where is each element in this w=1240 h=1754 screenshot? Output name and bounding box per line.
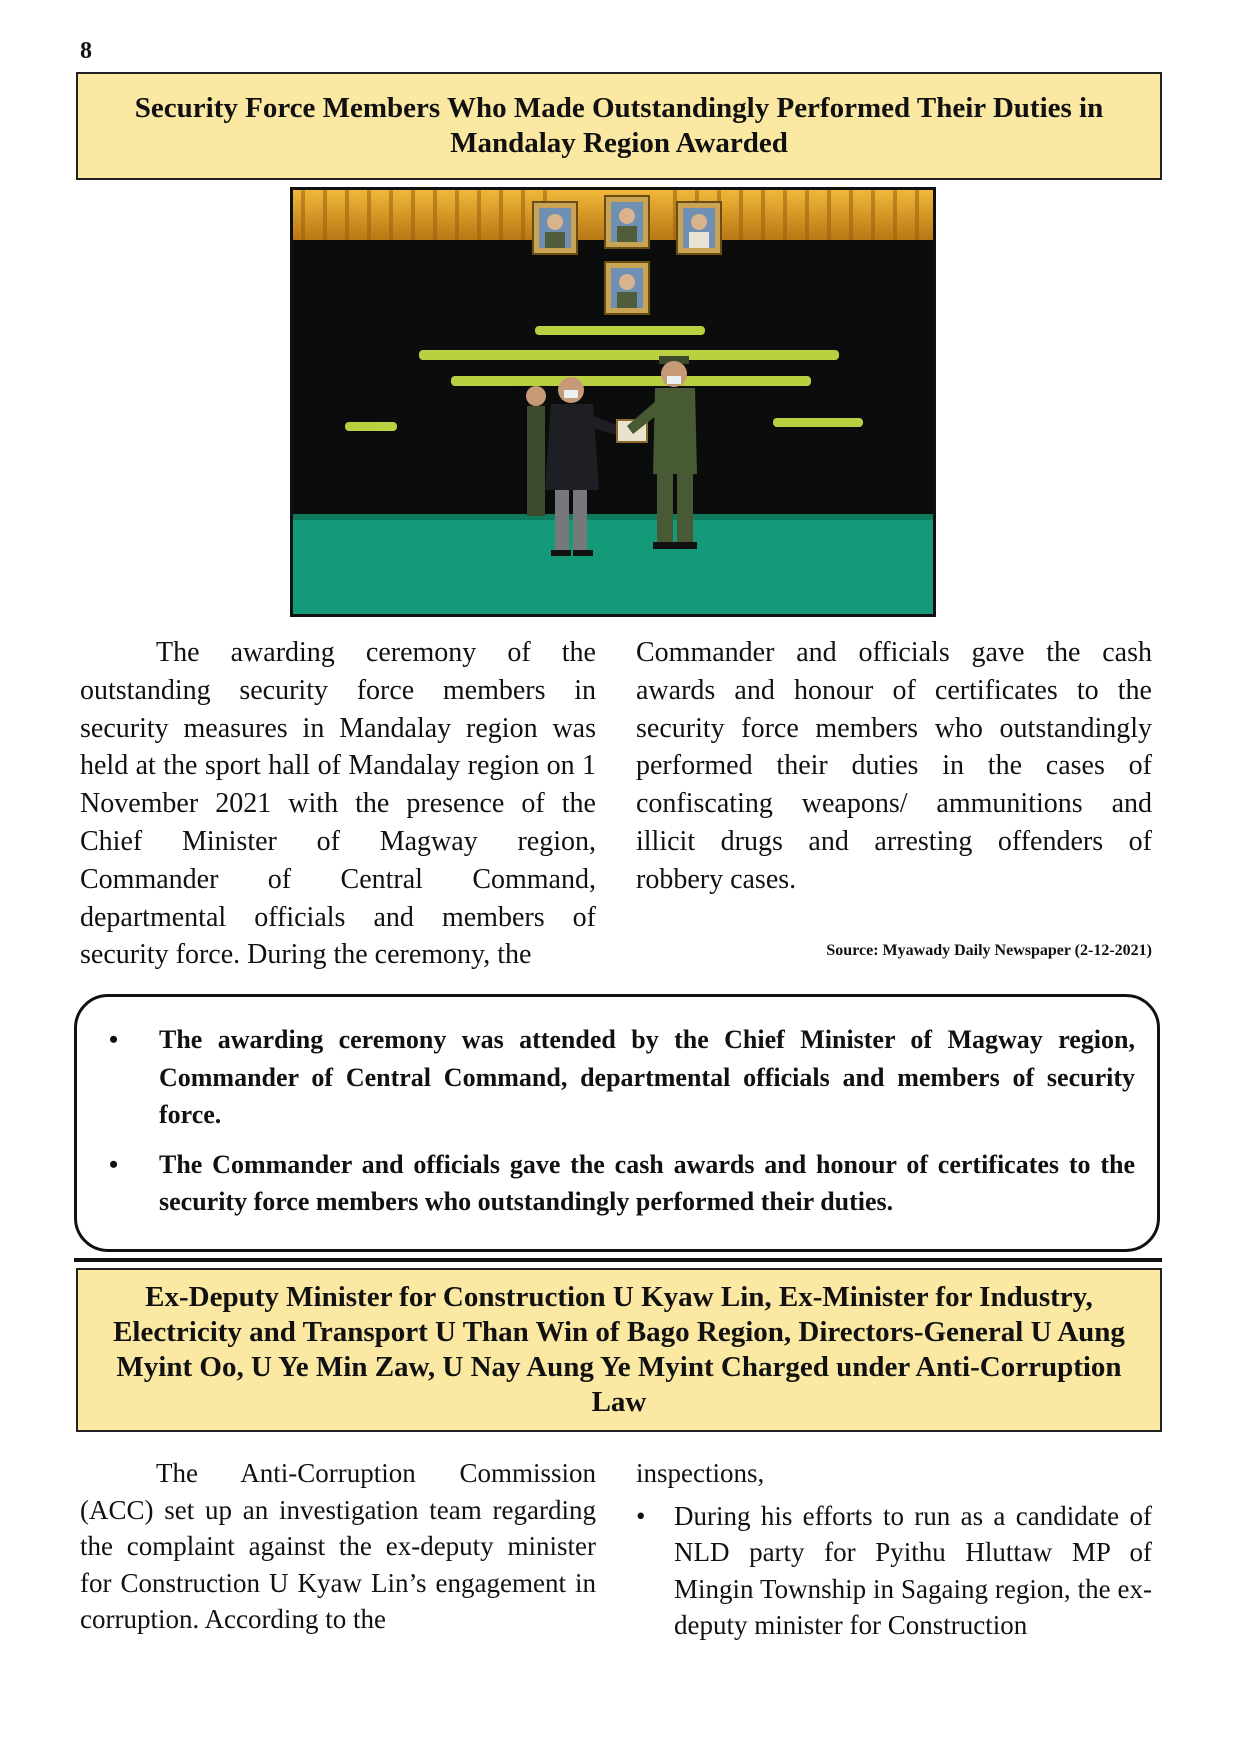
article-bullet-list <box>636 1498 1152 1644</box>
summary-bullet: • The Commander and officials gave the cash awards and honour of certificates to the security force members who outstandingly performed their duties. <box>131 1146 1135 1221</box>
summary-bullet: • The awarding ceremony was attended by the Chief Minister of Magway region, Commander of Central Command, departmental officials and members of security force. <box>131 1021 1135 1134</box>
article-headline-text: Ex-Deputy Minister for Construction U Kyaw Lin, Ex-Minister for Industry, Electricity and Transport U Than Win of Bago Region, Directors-General U Aung Myint Oo, U Ye Min Zaw, U Nay Aung Ye Myint Charged under Anti-Corruption Law <box>113 1281 1125 1418</box>
article-paragraph: The awarding ceremony of the outstanding security force members in security measures in Mandalay region was held at the sport hall of Mandalay region on 1 November 2021 with the presence of the Chief Minister of Magway region, Commander of Central Command, departmental officials and members of security force. During the ceremony, the <box>80 637 596 971</box>
source-credit: Source: Myawady Daily Newspaper (2-12-2021) <box>826 942 1152 959</box>
article-column-right <box>636 1455 1152 1644</box>
article-paragraph-continued: inspections, <box>636 1458 765 1488</box>
article-headline <box>76 1268 1162 1432</box>
article-column-right <box>636 634 1152 899</box>
article-paragraph: The Anti-Corruption Commission (ACC) set up an investigation team regarding the complaint against the ex-deputy minister for Construction U Kyaw Lin’s engagement in corruption. According to the <box>80 1458 596 1635</box>
article-column-left <box>80 1455 596 1638</box>
article-paragraph-continued: Commander and officials gave the cash awards and honour of certificates to the security force members who outstandingly performed their duties in the cases of confiscating weapons/ ammunitions and illicit drugs and arresting offenders of robbery cases. <box>636 637 1152 895</box>
section-divider <box>74 1258 1162 1262</box>
page-number: 8 <box>80 38 92 64</box>
article-headline-text: Security Force Members Who Made Outstandingly Performed Their Duties in Mandalay Region Awarded <box>134 92 1104 159</box>
summary-box <box>74 994 1160 1252</box>
ceremony-photo <box>290 187 936 617</box>
article-headline <box>76 72 1162 180</box>
article-bullet: • During his efforts to run as a candidate of NLD party for Pyithu Hluttaw MP of Mingin Township in Sagaing region, the ex-deputy minister for Construction <box>636 1498 1152 1644</box>
article-column-left <box>80 634 596 974</box>
ceremony-photo-illustration <box>293 190 933 614</box>
summary-list <box>131 1021 1135 1221</box>
